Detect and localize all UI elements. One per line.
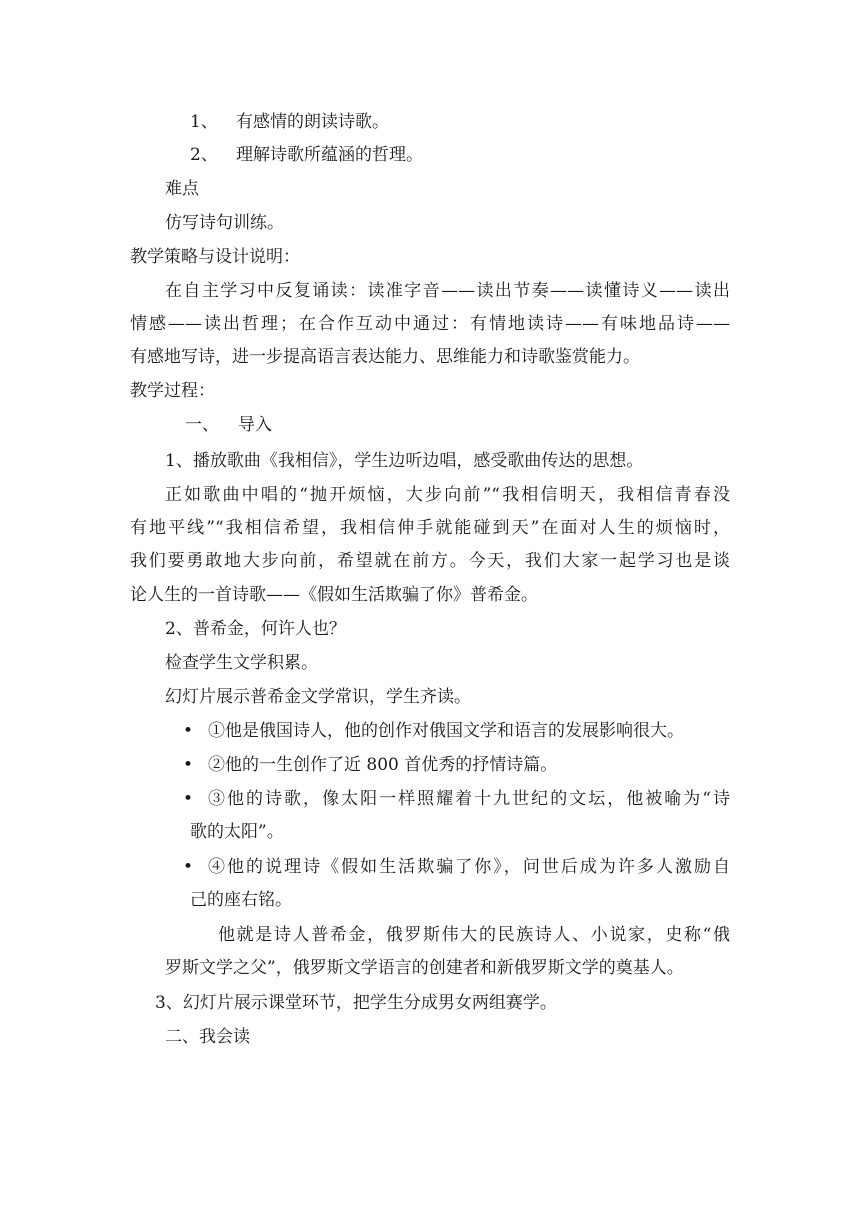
step-1: 1、播放歌曲《我相信》，学生边听边唱，感受歌曲传达的思想。 [165,451,644,471]
slides-text: 幻灯片展示普希金文学常识，学生齐读。 [165,687,471,707]
strategy-line-1: 在自主学习中反复诵读：读准字音——读出节奏——读懂诗义——读出 [165,281,730,301]
bullet-text-continued: 己的座右铭。 [190,890,292,910]
song-line-3: 我们要勇敢地大步向前，希望就在前方。今天，我们大家一起学习也是谈 [130,551,730,571]
bullet-text: ③他的诗歌，像太阳一样照耀着十九世纪的文坛，他被喻为“诗 [208,789,730,809]
song-line-2: 有地平线”“我相信希望，我相信伸手就能碰到天”在面对人生的烦恼时， [130,518,730,538]
song-line-1: 正如歌曲中唱的“抛开烦恼，大步向前”“我相信明天，我相信青春没 [165,485,730,505]
difficulty-text: 仿写诗句训练。 [165,213,284,233]
step-3: 3、幻灯片展示课堂环节，把学生分成男女两组赛学。 [155,993,557,1013]
strategy-heading: 教学策略与设计说明： [130,247,300,267]
bullet-icon: • [183,755,194,775]
section-heading-intro [185,414,272,436]
difficulty-heading: 难点 [165,179,199,199]
summary-line-2: 罗斯文学之父”，俄罗斯文学语言的创建者和新俄罗斯文学的奠基人。 [165,958,684,978]
section-title: 导入 [238,415,272,435]
objective-text: 有感情的朗读诗歌。 [236,112,389,132]
song-line-4: 论人生的一首诗歌——《假如生活欺骗了你》普希金。 [130,585,538,605]
objective-item-1 [190,111,389,133]
bullet-text: ①他是俄国诗人，他的创作对俄国文学和语言的发展影响很大。 [208,721,684,741]
process-heading: 教学过程： [130,381,215,401]
strategy-line-3: 有感地写诗，进一步提高语言表达能力、思维能力和诗歌鉴赏能力。 [130,347,640,367]
objective-text: 理解诗歌所蕴涵的哲理。 [236,145,423,165]
bullet-icon: • [183,857,194,877]
objective-item-2 [190,144,423,166]
bullet-icon: • [183,721,194,741]
bullet-text: ②他的一生创作了近 800 首优秀的抒情诗篇。 [208,755,558,775]
check-text: 检查学生文学积累。 [165,653,318,673]
objective-number: 2、 [190,145,218,165]
bullet-icon: • [183,789,194,809]
summary-line-1: 他就是诗人普希金，俄罗斯伟大的民族诗人、小说家，史称“俄 [218,925,730,945]
strategy-line-2: 情感——读出哲理；在合作互动中通过：有情地读诗——有味地品诗—— [130,314,730,334]
section-number: 一、 [185,415,219,435]
bullet-text: ④他的说理诗《假如生活欺骗了你》，问世后成为许多人激励自 [208,857,730,877]
section-heading-read: 二、我会读 [165,1027,250,1047]
objective-number: 1、 [190,112,218,132]
bullet-text-continued: 歌的太阳”。 [190,822,284,842]
step-2: 2、普希金，何许人也？ [165,619,346,639]
